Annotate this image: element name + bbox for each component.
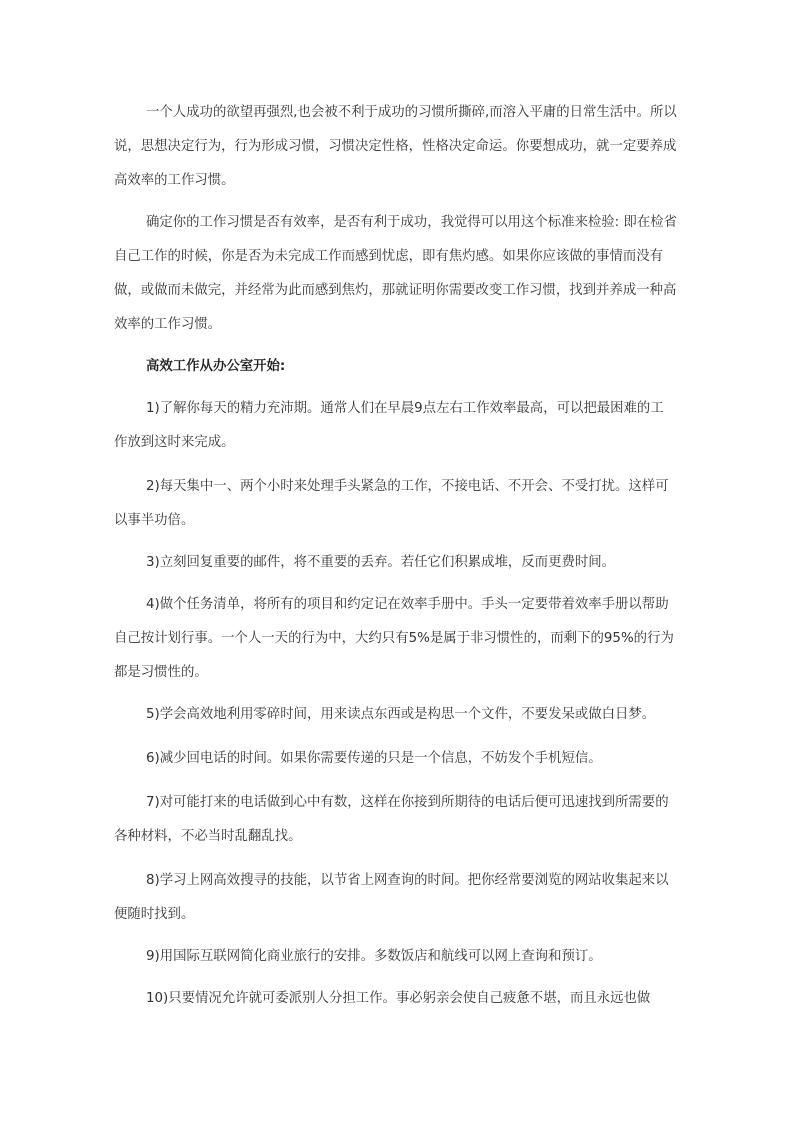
list-item: 6)减少回电话的时间。如果你需要传递的只是一个信息，不妨发个手机短信。 xyxy=(146,751,602,766)
intro-paragraph: 一个人成功的欲望再强烈,也会被不利于成功的习惯所撕碎,而溶入平庸的日常生活中。所以说，思想决定行为，行为形成习惯，习惯决定性格，性格决定命运。你要想成功，就一定要养成高效率的工作习惯。 xyxy=(114,105,677,188)
list-item: 1)了解你每天的精力充沛期。通常人们在早晨9点左右工作效率最高，可以把最困难的工作放到这时来完成。 xyxy=(114,401,664,450)
section-heading: 高效工作从办公室开始: xyxy=(146,359,286,374)
list-item: 5)学会高效地利用零碎时间，用来读点东西或是构思一个文件，不要发呆或做白日梦。 xyxy=(146,707,656,722)
list-item: 10)只要情况允许就可委派别人分担工作。事必躬亲会使自己疲惫不堪，而且永远也做 xyxy=(146,991,651,1006)
list-item: 7)对可能打来的电话做到心中有数，这样在你接到所期待的电话后便可迅速找到所需要的各种材料，不必当时乱翻乱找。 xyxy=(114,795,669,844)
list-item: 3)立刻回复重要的邮件，将不重要的丢弃。若任它们积累成堆，反而更费时间。 xyxy=(146,555,616,570)
list-item: 9)用国际互联网简化商业旅行的安排。多数饭店和航线可以网上查询和预订。 xyxy=(146,949,602,964)
list-item: 2)每天集中一、两个小时来处理手头紧急的工作，不接电话、不开会、不受打扰。这样可以事半功倍。 xyxy=(114,479,669,528)
list-item: 4)做个任务清单，将所有的项目和约定记在效率手册中。手头一定要带着效率手册以帮助自己按计划行事。一个人一天的行为中，大约只有5%是属于非习惯性的，而剩下的95%的行为都是习惯性的。 xyxy=(114,597,674,680)
criteria-paragraph: 确定你的工作习惯是否有效率，是否有利于成功，我觉得可以用这个标准来检验: 即在检省自己工作的时候，你是否为未完成工作而感到忧虑，即有焦灼感。如果你应该做的事情而没有做，或做而未做完，并经常为此而感到焦灼，那就证明你需要改变工作习惯，找到并养成一种高效率的工作习惯。 xyxy=(114,215,677,332)
list-item: 8)学习上网高效搜寻的技能，以节省上网查询的时间。把你经常要浏览的网站收集起来以便随时找到。 xyxy=(114,873,669,922)
